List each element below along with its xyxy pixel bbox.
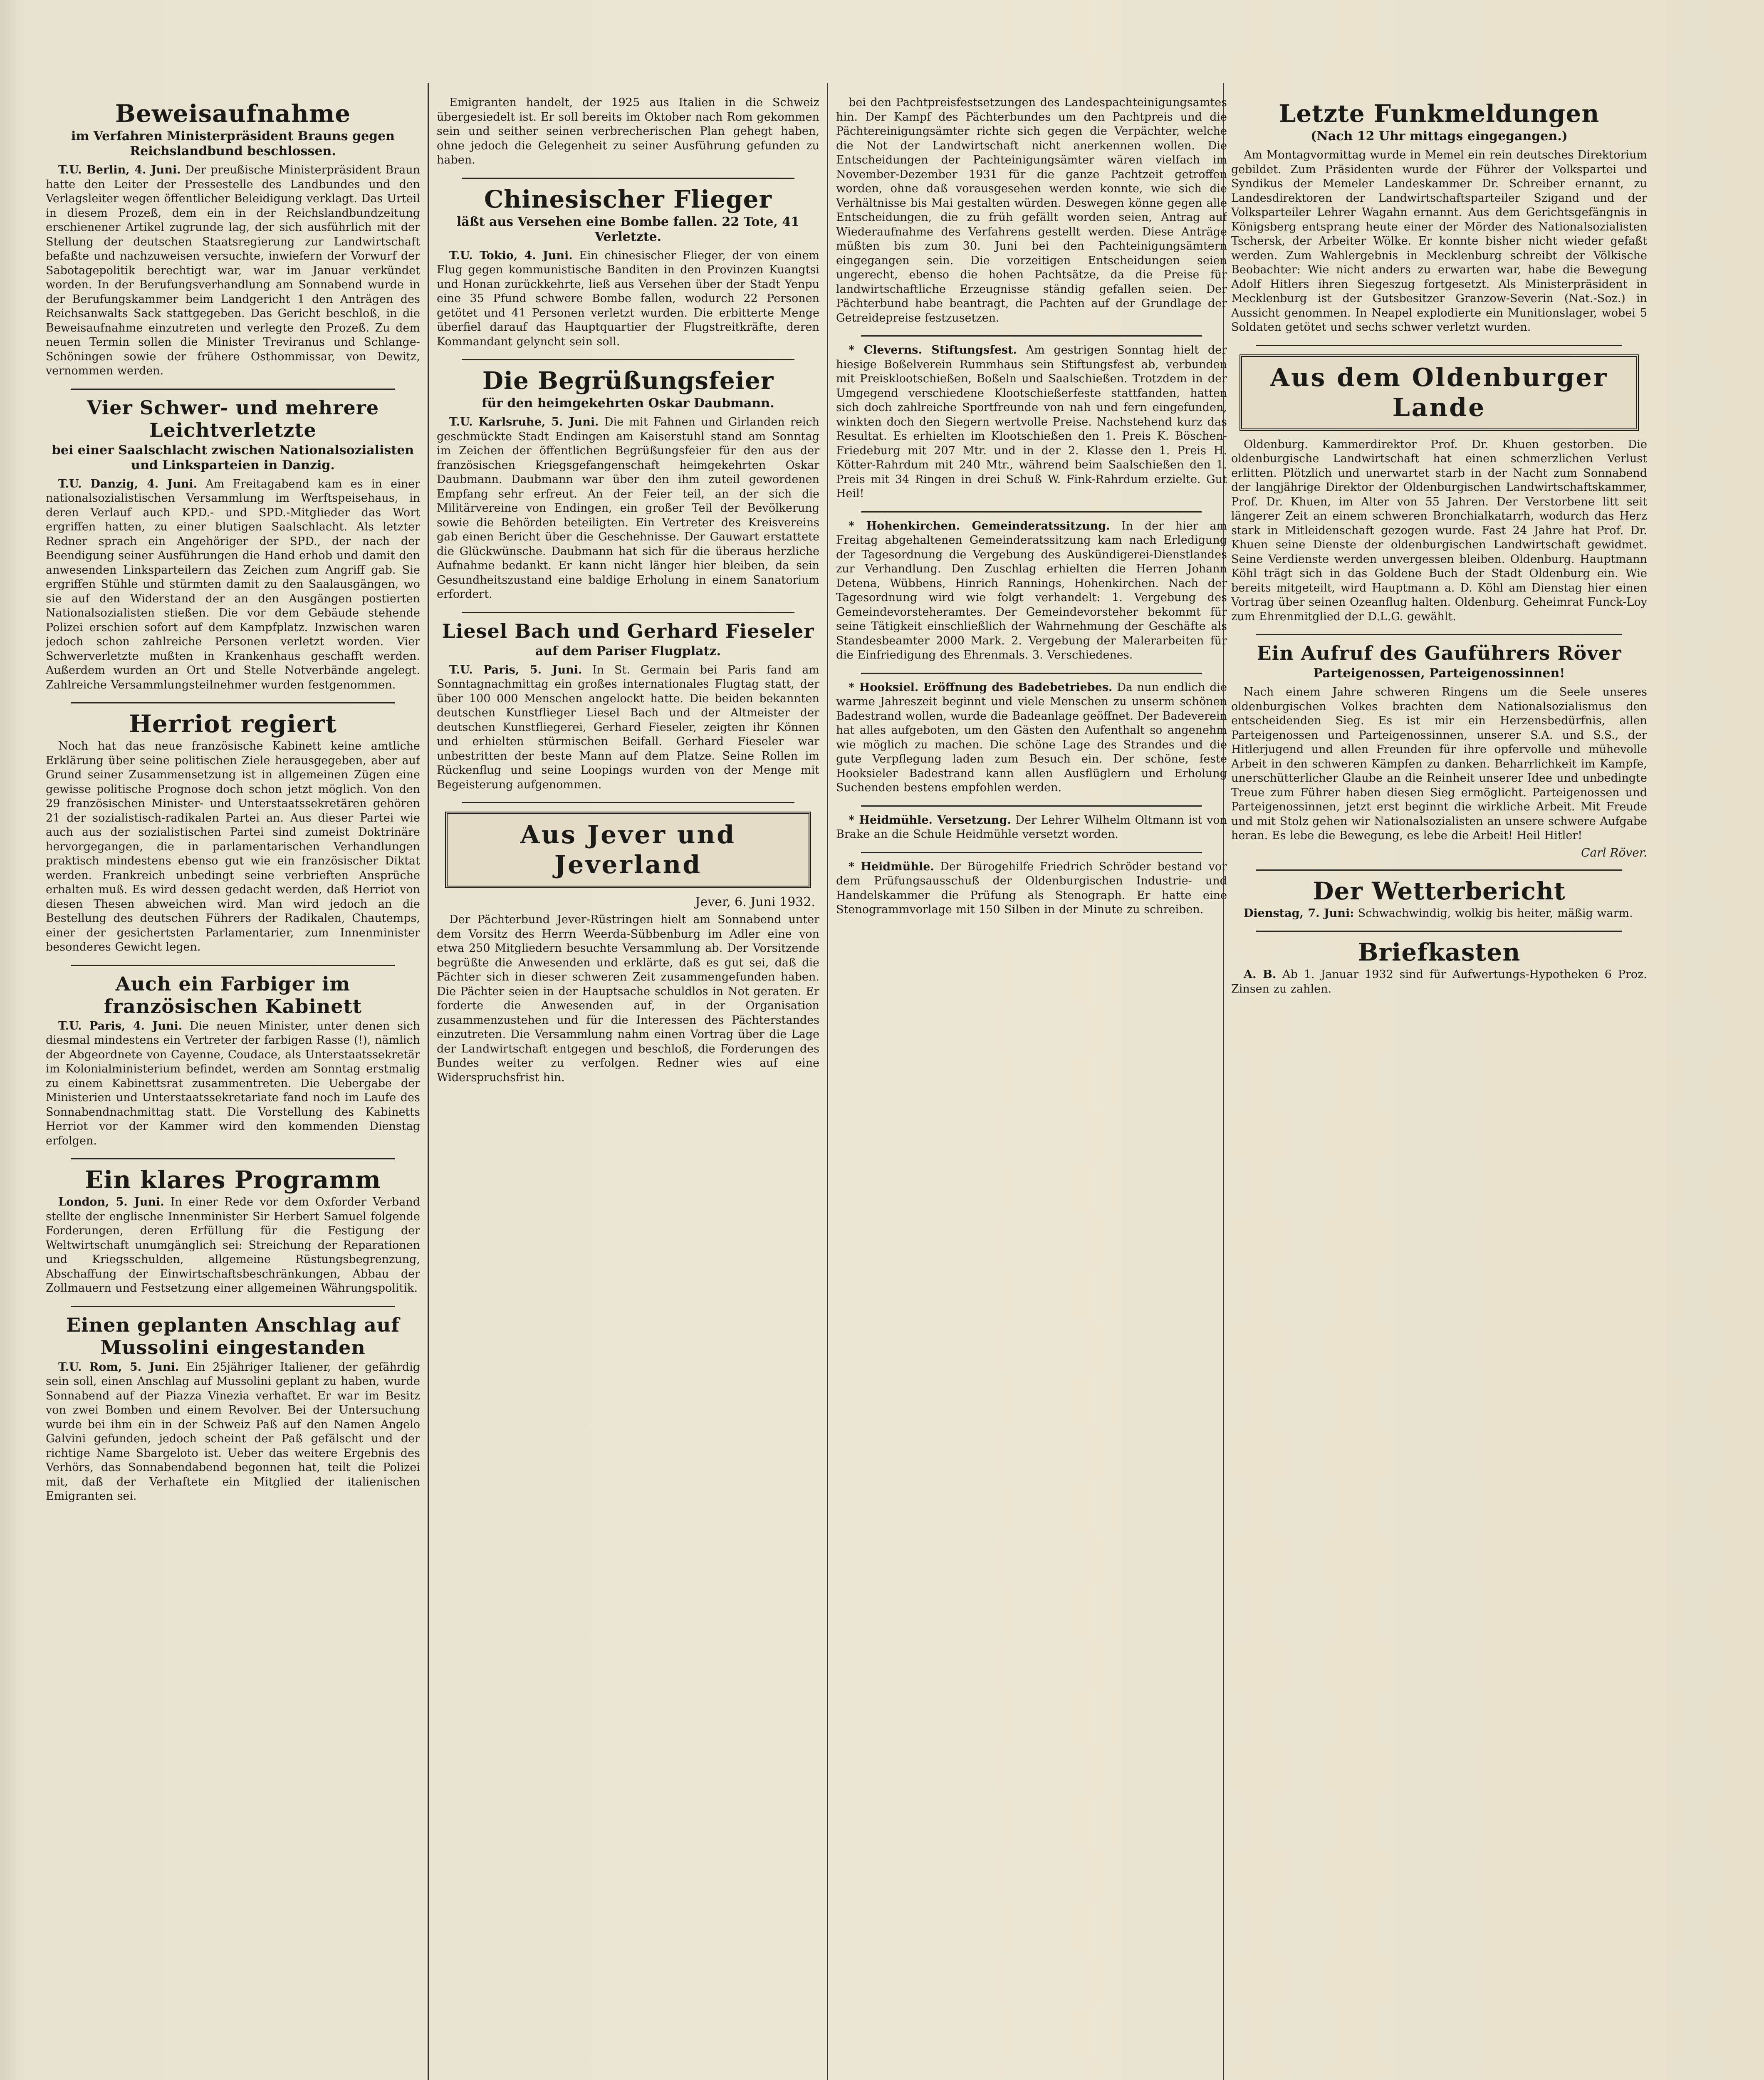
article: [836, 96, 1227, 325]
article: [1231, 100, 1647, 335]
article-subheadline: (Nach 12 Uhr mittags eingegangen.): [1311, 129, 1568, 144]
article-headline: Briefkasten: [1358, 938, 1521, 966]
section-header-box: Aus Jever und Jeverland: [445, 812, 811, 888]
article-body: [1231, 438, 1647, 624]
article-dateline: T.U. Tokio, 4. Juni.: [449, 249, 573, 262]
column-3: [836, 96, 1227, 2080]
article-headline: Auch ein Farbiger im französischen Kabinett: [104, 972, 362, 1018]
article-text: Emigranten handelt, der 1925 aus Italien in die Schweiz übergesiedelt ist. Er soll bereits im Oktober nach Rom gekommen sein und seither seinen verbrecherischen Plan gehegt haben, ohne jedoch die Gelegenheit zu seiner Ausführung gefunden zu haben.: [437, 96, 819, 166]
article-body: [46, 739, 420, 955]
article-divider: [1256, 869, 1622, 871]
article-divider: [71, 965, 395, 966]
article-headline: Einen geplanten Anschlag auf Mussolini eingestanden: [66, 1313, 400, 1359]
article: [1231, 642, 1647, 859]
article: [1231, 877, 1647, 921]
article: [437, 96, 819, 168]
article-dateline: London, 5. Juni.: [58, 1196, 164, 1208]
article-signature: Carl Röver.: [1581, 845, 1647, 859]
article-divider: [71, 702, 395, 703]
article-divider: [861, 852, 1202, 853]
article-divider: [861, 511, 1202, 513]
article-headline: Der Wetterbericht: [1313, 877, 1566, 905]
article-dateline: * Heidmühle.: [849, 860, 934, 873]
article-body: [46, 1360, 420, 1504]
column-rule: [827, 83, 828, 2080]
article-dateline: A. B.: [1244, 968, 1277, 981]
article-body: [437, 913, 819, 1085]
article-text: In einer Rede vor dem Oxforder Verband stellte der englische Innenminister Sir Herbert Samuel folgende Forderungen, deren Erfüllung für die Festigung der Weltwirtschaft unumgänglich sei: Streichung der Reparationen und Kriegsschulden, allgemeine Rüstungsbegrenzung, Abschaffung der Einwirtschaftsbeschränkungen, Abbau der Zollmauern und Festsetzung einer allgemeinen Währungspolitik.: [46, 1196, 420, 1295]
article-text: Am gestrigen Sonntag hielt der hiesige Boßelverein Rummhaus sein Stiftungsfest ab, verbunden mit Preisklootschießen, Boßeln und Saalschießen. Trotzdem in der Umgegend verschiedene Klootschießerfeste stattfanden, hatten sich doch zahlreiche Sportfreunde von nah und fern eingefunden, winkten doch den Siegern wertvolle Preise. Nachstehend kurz das Resultat. Es erhielten im Klootschießen den 1. Preis K. Böschen-Friedeburg mit 207 Mtr. und in der 2. Klasse den 1. Preis H. Kötter-Rahrdum mit 240 Mtr., während beim Saalschießen den 1. Preis mit 34 Ringen in drei Schuß W. Fink-Rahrdum erzielte. Gut Heil!: [836, 344, 1227, 500]
article-dateline: T.U. Paris, 5. Juni.: [449, 663, 582, 676]
article-text: Die mit Fahnen und Girlanden reich geschmückte Stadt Endingen am Kaiserstuhl stand am Sonntag im Zeichen der öffentlichen Begrüßungsfeier für den aus der französischen Kriegsgefangenschaft heimgekehrten Oskar Daubmann. Daubmann war über den ihm zuteil gewordenen Empfang sehr erfreut. An der Feier teil, an der sich die Militärvereine von Endingen, ein großer Teil der Bevölkerung sowie die Behörden beteiligten. Ein Vertreter des Kreisvereins gab einen Bericht über die Geschehnisse. Der Gauwart erstattete die Glückwünsche. Daubmann hat sich für die überaus herzliche Aufnahme bedankt. Er kann nicht länger hier bleiben, da sein Gesundheitszustand eine baldige Erholung in einem Sanatorium erfordert.: [437, 416, 819, 601]
article-body: [836, 860, 1227, 917]
article-body: [437, 415, 819, 602]
article-text: Nach einem Jahre schweren Ringens um die Seele unseres oldenburgischen Volkes brachten dem Nationalsozialismus den entscheidenden Sieg. Es ist mir ein Herzensbedürfnis, allen Parteigenossen und Parteigenossinnen, unserer S.A. und S.S., der Hitlerjugend und allen Freunden für ihre opfervolle und mühevolle Arbeit in den schweren Kämpfen zu danken. Beharrlichkeit im Kampfe, unerschütterlicher Glaube an die Reinheit unserer Idee und unbedingte Treue zum Führer haben diesen Sieg ermöglicht. Parteigenossen und Parteigenossinnen, jetzt erst beginnt die wirkliche Arbeit. Mit Freude und mit Stolz gehen wir Nationalsozialisten an unsere schwere Aufgabe heran. Es lebe die Bewegung, es lebe die Arbeit! Heil Hitler!: [1231, 686, 1647, 842]
article-body: [836, 681, 1227, 795]
article: [1231, 354, 1647, 624]
article-divider: [71, 389, 395, 390]
article: [46, 1166, 420, 1296]
article-divider: [462, 359, 794, 360]
article-body: [437, 96, 819, 168]
article: [46, 973, 420, 1149]
article-dateline: * Hooksiel. Eröffnung des Badebetriebes.: [849, 681, 1113, 694]
article-headline: Herriot regiert: [129, 710, 337, 738]
article-headline: Liesel Bach und Gerhard Fieseler: [442, 619, 814, 642]
article-body: [46, 163, 420, 379]
article-text: Ein 25jähriger Italiener, der gefährdig sein soll, einen Anschlag auf Mussolini geplant zu haben, wurde Sonnabend auf der Piazza Vinezia verhaftet. Er war im Besitz von zwei Bomben und einem Revolver. Bei der Untersuchung wurde bei ihm ein in der Schweiz Paß auf den Namen Angelo Galvini gefunden, jedoch scheint der Paß gefälscht und der richtige Name Sbargeloto ist. Ueber das weitere Ergebnis des Verhörs, das Sonnabendabend begonnen hat, teilt die Polizei mit, daß der Verhaftete ein Mitglied der italienischen Emigranten sei.: [46, 1360, 420, 1503]
article-text: Am Montagvormittag wurde in Memel ein rein deutsches Direktorium gebildet. Zum Präsidenten wurde der Führer der Volkspartei und Syndikus der Memeler Landeskammer Dr. Schreiber ernannt, zu Landesdirektoren der Landwirtschaftsparteiler Szigand und der Volksparteiler Lehrer Wagahn ernannt. Aus dem Gerichtsgefängnis in Königsberg entsprang heute einer der Mörder des Nationalsozialisten Tschersk, der Arbeiter Wölke. Er konnte bisher nicht wieder gefaßt werden. Zum Wahlergebnis in Mecklenburg schreibt der Völkische Beobachter: Wie nicht anders zu erwarten war, habe die Bewegung Adolf Hitlers ihren Siegeszug fortgesetzt. Als Ministerpräsident in Mecklenburg ist der Gutsbesitzer Granzow-Severin (Nat.-Soz.) in Aussicht genommen. In Neapel explodierte ein Munitionslager, wobei 5 Soldaten getötet und sechs schwer verletzt wurden.: [1231, 149, 1647, 334]
article-body: [46, 1019, 420, 1149]
article-text: Ein chinesischer Flieger, der von einem Flug gegen kommunistische Banditen in den Provinzen Kuangtsi und Honan zurückkehrte, ließ aus Versehen über der Stadt Yenpu eine 35 Pfund schwere Bombe fallen, wodurch 22 Personen getötet und 41 Personen verletzt wurden. Die erbitterte Menge überfiel darauf das Hauptquartier der Flugstreitkräfte, deren Kommandant gelyncht sein soll.: [437, 249, 819, 348]
article-dateline: T.U. Danzig, 4. Juni.: [58, 477, 197, 490]
article-divider: [462, 178, 794, 179]
article-dateline: T.U. Berlin, 4. Juni.: [58, 163, 181, 176]
article-headline: Ein Aufruf des Gauführers Röver: [1257, 642, 1622, 664]
article-headline: Chinesischer Flieger: [484, 185, 772, 213]
article: [437, 367, 819, 602]
article: [437, 186, 819, 349]
article-divider: [1256, 634, 1622, 635]
article-text: Der Bürogehilfe Friedrich Schröder bestand vor dem Prüfungsausschuß der Oldenburgischen Industrie- und Handelskammer die Prüfung als Stenograph. Er hatte eine Stenogrammvorlage mit 150 Silben in der Minute zu schreiben.: [836, 860, 1227, 916]
article-body: [46, 1195, 420, 1296]
article-text: Am Freitagabend kam es in einer nationalsozialistischen Versammlung im Werftspeisehaus, in deren Verlauf auch KPD.- und SPD.-Mitglieder das Wort ergriffen hatten, zu einer blutigen Saalschlacht. Als letzter Redner sprach ein Angehöriger der SPD., der nach der Beendigung seiner Ausführungen die Hand erhob und damit den anwesenden Linksparteilern das Zeichen zum Angriff gab. Sie ergriffen Stühle und stürmten damit zu den Saalausgängen, wo sie auf den Widerstand der an den Ausgängen postierten Nationalsozialisten stießen. Die vor dem Gebäude stehende Polizei erschien sofort auf dem Kampfplatz. Inzwischen waren jedoch schon zahlreiche Personen verletzt worden. Vier Schwerverletzte mußten in Krankenhaus geschafft werden. Außerdem wurden an Ort und Stelle Notverbände angelegt. Zahlreiche Versammlungsteilnehmer wurden festgenommen.: [46, 477, 420, 691]
article-body: [836, 96, 1227, 325]
article-subheadline: auf dem Pariser Flugplatz.: [535, 644, 721, 659]
article-text: Schwachwindig, wolkig bis heiter, mäßig warm.: [1358, 906, 1633, 920]
article-divider: [861, 673, 1202, 674]
article-body: [437, 249, 819, 349]
section-dateline: Jever, 6. Juni 1932.: [695, 895, 815, 909]
article-headline: Beweisaufnahme: [115, 99, 351, 128]
article-dateline: Dienstag, 7. Juni:: [1244, 906, 1354, 920]
article-divider: [71, 1158, 395, 1159]
article-text: Der Pächterbund Jever-Rüstringen hielt am Sonnabend unter dem Vorsitz des Herrn Weerda-Sübbenburg im Adler eine von etwa 250 Mitgliedern besuchte Versammlung ab. Der Vorsitzende begrüßte die Anwesenden und erklärte, daß es gut sei, daß die Pächter sich in dieser schweren Zeit zusammengefunden haben. Die Pächter seien in der Hauptsache schuldlos in Not geraten. Er forderte die Anwesenden auf, in der Organisation zusammenzustehen und für die Interessen des Pächterstandes einzutreten. Die Versammlung nahm einen Vortrag über die Lage der Landwirtschaft entgegen und beschloß, die Forderungen des Bundes weiter zu verfolgen. Redner wies auf eine Widerspruchsfrist hin.: [437, 913, 819, 1084]
article-body: [1231, 148, 1647, 335]
article-divider: [462, 612, 794, 613]
article-body: [1231, 906, 1647, 921]
column-2: [437, 96, 819, 2080]
article-dateline: * Hohenkirchen. Gemeinderatssitzung.: [849, 519, 1110, 532]
article-text: Die neuen Minister, unter denen sich diesmal mindestens ein Vertreter der farbigen Rasse (!), nämlich der Abgeordnete von Cayenne, Coudace, als Unterstaatssekretär im Kolonialministerium befindet, werden am Sonntag erstmalig zu einem Kabinettsrat zusammentreten. Die Uebergabe der Ministerien und Unterstaatssekretariate fand noch im Laufe des Sonnabendnachmittag statt. Die Vorstellung des Kabinetts Herriot vor der Kammer wird den kommenden Dienstag erfolgen.: [46, 1019, 420, 1147]
article: [1231, 938, 1647, 996]
article: [46, 396, 420, 693]
article: [46, 710, 420, 955]
article-body: [1231, 685, 1647, 843]
article-text: Da nun endlich die warme Jahreszeit beginnt und viele Menschen zu unserm schönen Badestrand wollen, wurde die Badeanlage geöffnet. Der Badeverein hat alles aufgeboten, um den Gästen den Aufenthalt so angenehm wie möglich zu machen. Die schöne Lage des Strandes und die gute Verpflegung laden zum Besuch ein. Der schöne, feste Hooksieler Badestrand kann allen Ausflüglern und Erholung Suchenden bestens empfohlen werden.: [836, 681, 1227, 794]
article-dateline: * Cleverns. Stiftungsfest.: [849, 344, 1017, 357]
article-divider: [1256, 345, 1622, 346]
article-body: [437, 663, 819, 792]
article-body: [836, 519, 1227, 663]
article-body: [836, 343, 1227, 501]
article: [836, 519, 1227, 663]
article-text: Oldenburg. Kammerdirektor Prof. Dr. Khuen gestorben. Die oldenburgische Landwirtschaft hat einen schmerzlichen Verlust erlitten. Plötzlich und unerwartet starb in der Nacht zum Sonnabend der langjährige Direktor der Oldenburgischen Landwirtschaftskammer, Prof. Dr. Khuen, im Alter von 55 Jahren. Der Verstorbene litt seit längerer Zeit an einem schweren Bronchialkatarrh, wodurch das Herz stark in Mitleidenschaft gezogen wurde. Fast 24 Jahre hat Prof. Dr. Khuen seine Dienste der oldenburgischen Landwirtschaft gewidmet. Seine Verdienste werden unvergessen bleiben. Oldenburg. Hauptmann Köhl trägt sich in das Goldene Buch der Stadt Oldenburg ein. Wie bereits mitgeteilt, wird Hauptmann a. D. Köhl am Dienstag hier einen Vortrag über seinen Ozeanflug halten. Oldenburg. Geheimrat Funck-Loy zum Ehrenmitglied der D.L.G. gewählt.: [1231, 438, 1647, 623]
article-subheadline: Parteigenossen, Parteigenossinnen!: [1313, 666, 1565, 681]
article-divider: [861, 805, 1202, 807]
article-subheadline: läßt aus Versehen eine Bombe fallen. 22 Tote, 41 Verletzte.: [456, 214, 800, 244]
article: [437, 620, 819, 792]
article-body: [46, 477, 420, 693]
article: [46, 1314, 420, 1504]
article-divider: [462, 802, 794, 803]
article: [836, 343, 1227, 501]
article-text: In der hier am Freitag abgehaltenen Gemeinderatssitzung kam nach Erledigung der Tagesordnung die Vergebung des Auskündigerei-Dienstlandes zur Verhandlung. Den Zuschlag erhielten die Herren Johann Detena, Wübbens, Hinrich Rannings, Hohenkirchen. Nach der Tagesordnung wird wie folgt verhandelt: 1. Vergebung des Gemeindevorsteheramtes. Der Gemeindevorsteher bekommt für seine Tätigkeit einschließlich der Wahrnehmung der Geschäfte als Standesbeamter 2000 Mark. 2. Vergebung der Malerarbeiten für die Einfriedigung des Ehrenmals. 3. Verschiedenes.: [836, 519, 1227, 661]
article-divider: [1256, 931, 1622, 932]
article-text: Der Lehrer Wilhelm Oltmann ist von Brake an die Schule Heidmühle versetzt worden.: [836, 813, 1227, 841]
article: [836, 681, 1227, 795]
article-text: Der preußische Ministerpräsident Braun hatte den Leiter der Pressestelle des Landbundes und den Verlagsleiter wegen öffentlicher Beleidigung verklagt. Das Urteil in diesem Prozeß, dem ein in der Reichslandbundzeitung erschienener Artikel zugrunde lag, der sich ausführlich mit der Stellung der deutschen Staatsregierung zur Landwirtschaft befaßte und nachzuweisen versuchte, inwiefern der Vorwurf der Sabotagepolitik berechtigt war, war im Januar verkündet worden. In der Berufungsverhandlung am Sonnabend wurde in der Berufungskammer beim Landgericht 1 den Anträgen des Reichsanwalts Sack stattgegeben. Das Gericht beschloß, in die Beweisaufnahme einzutreten und verlegte den Prozeß. Zu dem neuen Termin sollen die Minister Treviranus und Schlange-Schöningen sowie der frühere Osthommissar, von Dewitz, vernommen werden.: [46, 163, 420, 377]
article-dateline: T.U. Karlsruhe, 5. Juni.: [449, 416, 599, 428]
article-text: Noch hat das neue französische Kabinett keine amtliche Erklärung über seine politischen Ziele herausgegeben, aber auf Grund seiner Zusammensetzung ist in allgemeinen Zügen eine gewisse politische Prognose doch schon jetzt möglich. Von den 29 französischen Minister- und Unterstaatssekretären gehören 21 der sozialistisch-radikalen Partei an. Aus dieser Partei wie auch aus der sozialistischen Partei sind zumeist Doktrinäre hervorgegangen, die in parlamentarischen Verhandlungen praktisch mindestens ebenso gut wie ein französischer Diktat werden. Frankreich unbedingt seine verbrieften Ansprüche erhalten muß. Es wird dessen gedacht werden, daß Herriot von diesen Thesen abweichen wird. Man wird jedoch an die Bestellung des deutschen Führers der Radikalen, Chautemps, einer der gesichertsten Parlamentarier, zum Innenminister besonderes Gewicht legen.: [46, 740, 420, 953]
column-4: [1231, 96, 1647, 2080]
article-divider: [71, 1306, 395, 1307]
article-headline: Letzte Funkmeldungen: [1279, 99, 1600, 128]
article-text: bei den Pachtpreisfestsetzungen des Landespachteinigungsamtes hin. Der Kampf des Pächterbundes um den Pachtpreis und die Pächtereinigungsämter richte sich gegen die Verpächter, welche die Not der Landwirtschaft nicht anerkennen wollen. Die Entscheidungen der Pachteinigungsämter wären vielfach im November-Dezember 1931 für die ganze Pachtzeit getroffen worden, ohne daß vorausgesehen werden konnte, wie sich die Verhältnisse bis Mai gestalten würden. Deswegen könne gegen alle Entscheidungen, die zu früh gefällt worden seien, Antrag auf Wiederaufnahme des Verfahrens gestellt werden. Diese Anträge müßten bis zum 30. Juni bei den Pachteinigungsämtern eingegangen sein. Die vorzeitigen Entscheidungen seien ungerecht, ebenso die hohen Pachtsätze, da die Preise für landwirtschaftliche Erzeugnisse ständig gefallen seien. Der Pächterbund habe beantragt, die Pachten auf der Grundlage der Getreidepreise festzusetzen.: [836, 96, 1227, 324]
article-body: [1231, 968, 1647, 996]
article-subheadline: bei einer Saalschlacht zwischen Nationalsozialisten und Linksparteien in Danzig.: [52, 443, 414, 473]
article-body: [836, 813, 1227, 842]
article-subheadline: für den heimgekehrten Oskar Daubmann.: [482, 396, 774, 411]
article-dateline: * Heidmühle. Versetzung.: [849, 813, 1011, 827]
article-headline: Die Begrüßungsfeier: [482, 366, 774, 395]
article-subheadline: im Verfahren Ministerpräsident Brauns gegen Reichslandbund beschlossen.: [71, 129, 395, 158]
article: [46, 100, 420, 379]
section-header-box: Aus dem Oldenburger Lande: [1240, 354, 1639, 431]
column-1: [46, 96, 420, 2080]
article: [836, 813, 1227, 842]
article-text: In St. Germain bei Paris fand am Sonntagnachmittag ein großes internationales Flugtag statt, der über 100 000 Menschen angelockt hatte. Die beiden bekannten deutschen Kunstflieger Liesel Bach und der Altmeister der deutschen Kunstfliegerei, Gerhard Fieseler, zeigten ihr Können und erhielten stürmischen Beifall. Gerhard Fieseler war unbestritten der beste Mann auf dem Platze. Seine Rollen im Rückenflug und seine Loopings wurden von der Menge mit Begeisterung aufgenommen.: [437, 663, 819, 791]
article-headline: Vier Schwer- und mehrere Leichtverletzte: [87, 396, 379, 441]
article-headline: Ein klares Programm: [85, 1166, 381, 1194]
column-rule: [428, 83, 429, 2080]
article: [836, 860, 1227, 917]
article: [437, 812, 819, 1085]
article-text: Ab 1. Januar 1932 sind für Aufwertungs-Hypotheken 6 Proz. Zinsen zu zahlen.: [1231, 968, 1647, 995]
article-divider: [861, 335, 1202, 337]
article-dateline: T.U. Paris, 4. Juni.: [58, 1019, 183, 1033]
article-dateline: T.U. Rom, 5. Juni.: [58, 1360, 179, 1374]
